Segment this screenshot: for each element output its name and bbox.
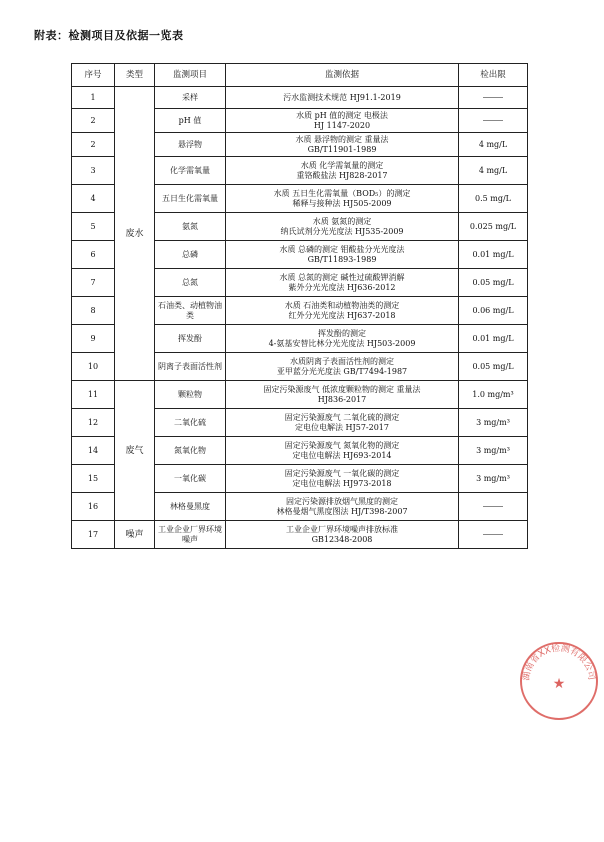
monitoring-basis <box>226 241 459 269</box>
basis-line: 固定污染源废气 低浓度颗粒物的测定 重量法 <box>263 384 421 394</box>
basis-line: 污水监测技术规范 HJ91.1-2019 <box>283 92 401 102</box>
detection-limit: 4 mg/L <box>459 133 528 157</box>
basis-line: HJ836-2017 <box>317 394 367 404</box>
page-title: 附表：检测项目及依据一览表 <box>34 29 184 42</box>
monitoring-item: 氨氮 <box>155 213 226 241</box>
basis-line: 林格曼烟气黑度图法 HJ/T398-2007 <box>276 506 408 516</box>
basis-line: 水质阴离子表面活性剂的测定 <box>290 356 394 366</box>
basis-line: 水质 pH 值的测定 电极法 <box>296 110 388 120</box>
empty-dash <box>483 97 503 98</box>
monitoring-item: 五日生化需氧量 <box>155 185 226 213</box>
monitoring-item: 总磷 <box>155 241 226 269</box>
table-row <box>72 521 528 549</box>
row-number: 2 <box>72 109 115 133</box>
detection-limit <box>459 87 528 109</box>
basis-line: 紫外分光光度法 HJ636-2012 <box>288 282 396 292</box>
basis-line: 亚甲蓝分光光度法 GB/T7494-1987 <box>276 366 408 376</box>
basis-line: GB/T11901-1989 <box>307 144 377 154</box>
row-number: 8 <box>72 297 115 325</box>
row-number: 4 <box>72 185 115 213</box>
basis-line: 稀释与接种法 HJ505-2009 <box>292 198 392 208</box>
svg-text:★: ★ <box>552 676 566 692</box>
basis-line: 水质 石油类和动植物油类的测定 <box>284 300 400 310</box>
row-number: 9 <box>72 325 115 353</box>
row-number: 5 <box>72 213 115 241</box>
detection-limit: 0.5 mg/L <box>459 185 528 213</box>
monitoring-item: 林格曼黑度 <box>155 493 226 521</box>
monitoring-item: 二氧化硫 <box>155 409 226 437</box>
basis-line: 挥发酚的测定 <box>318 328 366 338</box>
basis-line: 固定污染源排放烟气黑度的测定 <box>286 496 398 506</box>
monitoring-basis <box>226 185 459 213</box>
monitoring-basis <box>226 353 459 381</box>
basis-line: 水质 悬浮物的测定 重量法 <box>295 134 389 144</box>
inspection-table <box>71 63 528 549</box>
empty-dash <box>483 120 503 121</box>
row-number: 2 <box>72 133 115 157</box>
basis-line: 水质 总氮的测定 碱性过硫酸钾消解 <box>279 272 405 282</box>
monitoring-item: 工业企业厂界环境噪声 <box>155 521 226 549</box>
monitoring-basis <box>226 493 459 521</box>
monitoring-basis <box>226 521 459 549</box>
basis-line: 固定污染源废气 氮氧化物的测定 <box>284 440 400 450</box>
basis-line: GB12348-2008 <box>311 534 373 544</box>
detection-limit: 3 mg/m³ <box>459 409 528 437</box>
monitoring-item: 石油类、动植物油类 <box>155 297 226 325</box>
row-number: 10 <box>72 353 115 381</box>
svg-text:湖南省XX检测有限公司: 湖南省XX检测有限公司 <box>521 643 597 682</box>
monitoring-basis <box>226 297 459 325</box>
detection-limit: 0.06 mg/L <box>459 297 528 325</box>
detection-limit: 3 mg/m³ <box>459 437 528 465</box>
basis-line: 水质 五日生化需氧量（BOD₅）的测定 <box>273 188 411 198</box>
monitoring-item: 颗粒物 <box>155 381 226 409</box>
basis-line: HJ 1147-2020 <box>313 120 371 130</box>
monitoring-item: 一氧化碳 <box>155 465 226 493</box>
table-header-row <box>72 64 528 87</box>
monitoring-basis <box>226 213 459 241</box>
basis-line: 红外分光光度法 HJ637-2018 <box>288 310 396 320</box>
detection-limit: 0.05 mg/L <box>459 353 528 381</box>
detection-limit: 0.05 mg/L <box>459 269 528 297</box>
basis-line: 水质 总磷的测定 钼酸盐分光光度法 <box>279 244 405 254</box>
monitoring-basis <box>226 269 459 297</box>
basis-line: 工业企业厂界环境噪声排放标准 <box>286 524 398 534</box>
monitoring-basis <box>226 437 459 465</box>
row-number: 15 <box>72 465 115 493</box>
monitoring-item: 化学需氧量 <box>155 157 226 185</box>
detection-limit: 1.0 mg/m³ <box>459 381 528 409</box>
monitoring-basis <box>226 109 459 133</box>
detection-limit: 0.025 mg/L <box>459 213 528 241</box>
monitoring-item: 总氮 <box>155 269 226 297</box>
detection-limit: 3 mg/m³ <box>459 465 528 493</box>
empty-dash <box>483 506 503 507</box>
monitoring-basis <box>226 325 459 353</box>
basis-line: 重铬酸盐法 HJ828-2017 <box>296 170 388 180</box>
basis-line: 水质 化学需氧量的测定 <box>300 160 384 170</box>
detection-limit <box>459 109 528 133</box>
monitoring-item: 挥发酚 <box>155 325 226 353</box>
header-type: 类型 <box>115 64 155 87</box>
basis-line: 定电位电解法 HJ973-2018 <box>292 478 392 488</box>
row-number: 11 <box>72 381 115 409</box>
monitoring-basis <box>226 409 459 437</box>
monitoring-item: 阴离子表面活性剂 <box>155 353 226 381</box>
basis-line: 定电位电解法 HJ693-2014 <box>292 450 392 460</box>
header-limit: 检出限 <box>459 64 528 87</box>
basis-line: 固定污染源废气 二氧化硫的测定 <box>284 412 400 422</box>
category-noise: 噪声 <box>115 521 155 549</box>
monitoring-basis <box>226 157 459 185</box>
monitoring-basis <box>226 133 459 157</box>
row-number: 14 <box>72 437 115 465</box>
table-row <box>72 87 528 109</box>
row-number: 12 <box>72 409 115 437</box>
category-exhaust: 废气 <box>115 381 155 521</box>
monitoring-basis <box>226 87 459 109</box>
table-body <box>72 87 528 549</box>
monitoring-basis <box>226 465 459 493</box>
detection-limit: 0.01 mg/L <box>459 241 528 269</box>
detection-limit <box>459 493 528 521</box>
detection-limit <box>459 521 528 549</box>
category-wastewater: 废水 <box>115 87 155 381</box>
monitoring-item: 悬浮物 <box>155 133 226 157</box>
basis-line: GB/T11893-1989 <box>307 254 377 264</box>
basis-line: 定电位电解法 HJ57-2017 <box>295 422 389 432</box>
row-number: 7 <box>72 269 115 297</box>
basis-line: 4-氨基安替比林分光光度法 HJ503-2009 <box>268 338 416 348</box>
header-basis: 监测依据 <box>226 64 459 87</box>
row-number: 17 <box>72 521 115 549</box>
detection-limit: 0.01 mg/L <box>459 325 528 353</box>
monitoring-item: 氮氧化物 <box>155 437 226 465</box>
table-row <box>72 381 528 409</box>
header-no: 序号 <box>72 64 115 87</box>
monitoring-item: pH 值 <box>155 109 226 133</box>
row-number: 1 <box>72 87 115 109</box>
detection-limit: 4 mg/L <box>459 157 528 185</box>
row-number: 3 <box>72 157 115 185</box>
empty-dash <box>483 534 503 535</box>
row-number: 6 <box>72 241 115 269</box>
basis-line: 固定污染源废气 一氧化碳的测定 <box>284 468 400 478</box>
monitoring-item: 采样 <box>155 87 226 109</box>
basis-line: 纳氏试剂分光光度法 HJ535-2009 <box>280 226 404 236</box>
company-seal <box>514 636 604 726</box>
basis-line: 水质 氨氮的测定 <box>312 216 372 226</box>
monitoring-basis <box>226 381 459 409</box>
header-item: 监测项目 <box>155 64 226 87</box>
row-number: 16 <box>72 493 115 521</box>
